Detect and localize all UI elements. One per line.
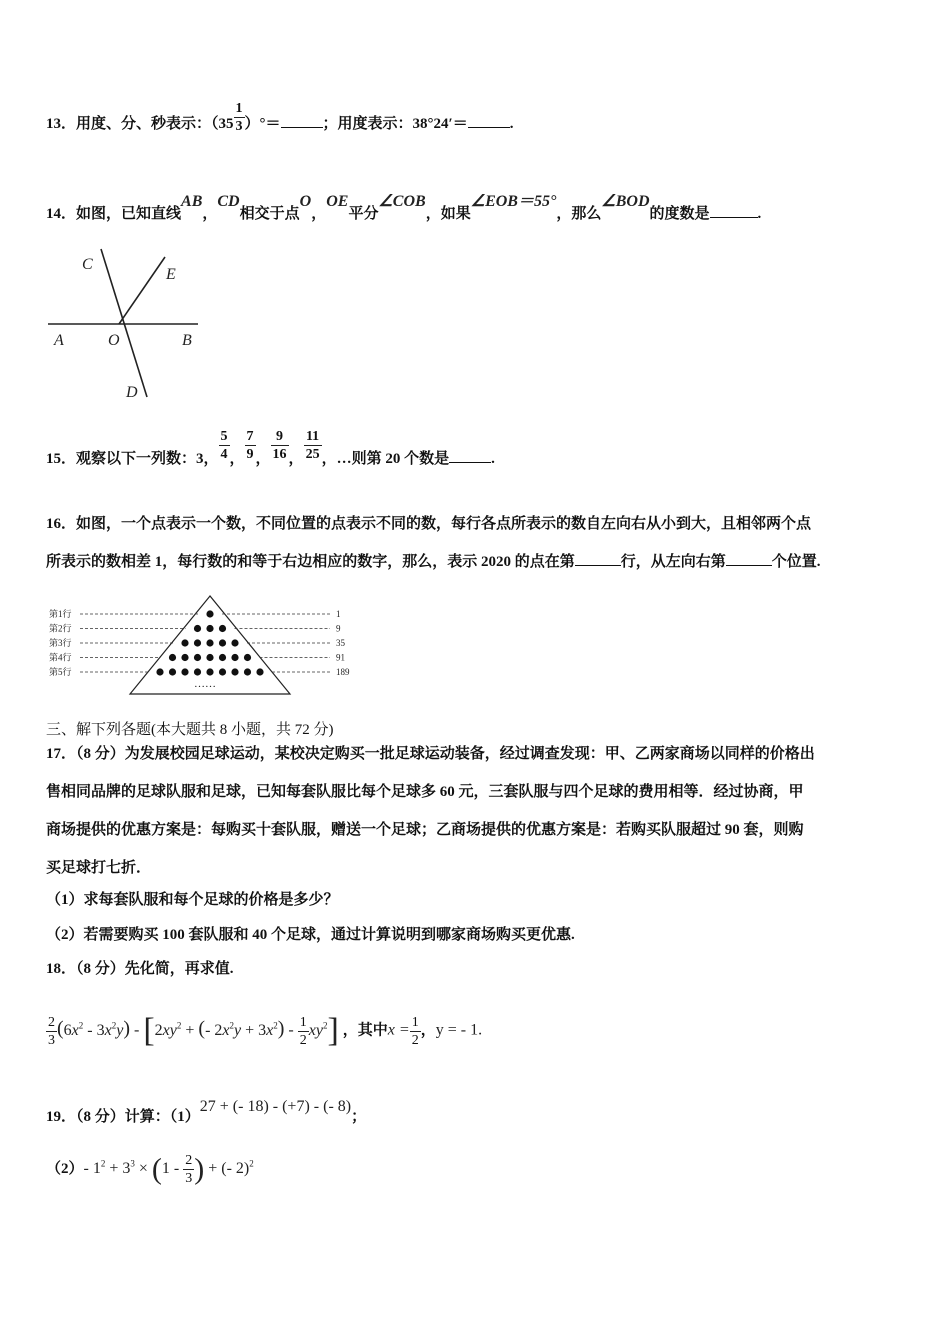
label-a: A <box>54 332 64 349</box>
ellipsis: …… <box>194 678 216 690</box>
question-15: 15．观察以下一列数：3， $\frac{5}{4}$ ， $\frac{7}{9}$ ， $\frac{9}{16}$ ， $\frac{11}{25}$ ，…则第 20 个数是 . <box>46 429 495 467</box>
label-o: O <box>108 332 120 349</box>
q16-dot-triangle-figure <box>44 592 364 698</box>
q13-text: 13．用度、分、秒表示：（35 <box>46 116 234 132</box>
dot <box>244 654 251 661</box>
dot <box>219 625 226 632</box>
dot <box>206 668 213 675</box>
question-19: 19．（8 分）计算：（1）27 + (- 18) - (+7) - (- 8)； <box>46 1098 367 1125</box>
question-18-expression: $\frac{2}{3}$ $(6x^2 - 3x^2y) - [2xy^2$ + (- $2x^2y + 3x^2$) - $\frac{1}{2}$ $xy^2$] ，其中x = $\frac{1}{2}$ ，y = - 1. <box>48 1012 483 1049</box>
row-label: 第1行 <box>49 609 72 619</box>
question-14: 14．如图，已知直线AB，CD相交于点O，OE平分∠COB，如果∠EOB＝55°，那么∠BOD的度数是 . <box>46 193 762 222</box>
answer-blank <box>281 115 323 128</box>
dot <box>194 654 201 661</box>
label-b: B <box>182 332 192 349</box>
frac-x-value: $\frac{1}{2}$ <box>411 1014 419 1048</box>
question-17-line-1: 17．（8 分）为发展校园足球运动，某校决定购买一批足球运动装备，经过调查发现：甲、乙两家商场以同样的价格出 <box>46 746 815 762</box>
dot <box>206 610 213 617</box>
dot <box>206 654 213 661</box>
dot <box>194 639 201 646</box>
dot <box>194 625 201 632</box>
section-3-title: 三、解下列各题(本大题共 8 小题，共 72 分) <box>46 722 334 738</box>
frac-1-2: $\frac{1}{2}$ <box>299 1014 307 1048</box>
dot <box>194 668 201 675</box>
label-e: E <box>166 266 176 283</box>
question-18: 18．（8 分）先化简，再求值. <box>46 961 234 977</box>
question-17-line-3: 商场提供的优惠方案是：每购买十套队服，赠送一个足球；乙商场提供的优惠方案是：若购买队服超过 90 套，则购 <box>46 822 804 838</box>
dot <box>256 668 263 675</box>
q15-fraction-2: $\frac{7}{9}$ <box>246 429 254 462</box>
question-16-line-2: 所表示的数相差 1，每行数的和等于右边相应的数字，那么，表示 2020 的点在第 行，从左向右第 个位置. <box>46 554 821 570</box>
dot <box>219 668 226 675</box>
dot <box>206 639 213 646</box>
answer-blank <box>726 553 772 566</box>
question-16-line-1: 16．如图，一个点表示一个数，不同位置的点表示不同的数，每行各点所表示的数自左向右从小到大，且相邻两个点 <box>46 516 812 532</box>
row-label: 第4行 <box>49 652 72 663</box>
answer-blank <box>449 450 491 463</box>
frac-2-3: $\frac{2}{3}$ <box>48 1014 55 1048</box>
q15-fraction-1: $\frac{5}{4}$ <box>220 429 228 462</box>
dot <box>169 654 176 661</box>
q13-fraction: $\frac{1}{3}$ <box>235 101 243 135</box>
q15-fraction-3: $\frac{9}{16}$ <box>272 429 287 462</box>
dot <box>219 654 226 661</box>
dot <box>219 639 226 646</box>
answer-blank <box>468 115 510 128</box>
dot <box>231 668 238 675</box>
row-sum: 189 <box>336 667 350 677</box>
dot <box>181 654 188 661</box>
q15-fraction-4: $\frac{11}{25}$ <box>305 429 320 462</box>
question-17-line-2: 售相同品牌的足球队服和足球，已知每套队服比每个足球多 60 元，三套队服与四个足球的费用相等．经过协商，甲 <box>46 784 804 800</box>
dot <box>244 668 251 675</box>
dot <box>206 625 213 632</box>
label-d: D <box>126 384 138 401</box>
answer-blank <box>710 205 758 218</box>
label-c: C <box>82 256 93 273</box>
dot <box>169 668 176 675</box>
dot <box>181 639 188 646</box>
q14-line-figure <box>40 245 210 405</box>
frac-2-3-b: $\frac{2}{3}$ <box>185 1153 193 1186</box>
question-19-part-2: （2）- $1^2 + 3^3 \times (1$ - $\frac{2}{3}$ ) + (- 2)$^2$ <box>46 1152 254 1186</box>
row-sum: 1 <box>336 609 341 619</box>
dot <box>181 668 188 675</box>
q19-expression-1: 27 + (- 18) - (+7) - (- 8) <box>199 1098 352 1115</box>
ray-oe <box>119 257 165 324</box>
row-sum: 35 <box>336 638 345 648</box>
question-13: 13．用度、分、秒表示：（35 $\frac{1}{3}$ ）°＝ ；用度表示：38°24′＝ . <box>46 101 514 135</box>
dot <box>156 668 163 675</box>
question-17-part-1: （1）求每套队服和每个足球的价格是多少？ <box>46 892 339 908</box>
row-sum: 91 <box>336 652 345 663</box>
row-label: 第5行 <box>49 667 72 677</box>
dot <box>231 639 238 646</box>
question-17-part-2: （2）若需要购买 100 套队服和 40 个足球，通过计算说明到哪家商场购买更优惠. <box>46 927 575 943</box>
answer-blank <box>575 553 621 566</box>
question-17-line-4: 买足球打七折． <box>46 860 152 876</box>
row-sum: 9 <box>336 623 341 634</box>
dot <box>231 654 238 661</box>
line-cd <box>101 249 147 397</box>
row-label: 第2行 <box>49 623 72 634</box>
row-label: 第3行 <box>49 638 72 648</box>
